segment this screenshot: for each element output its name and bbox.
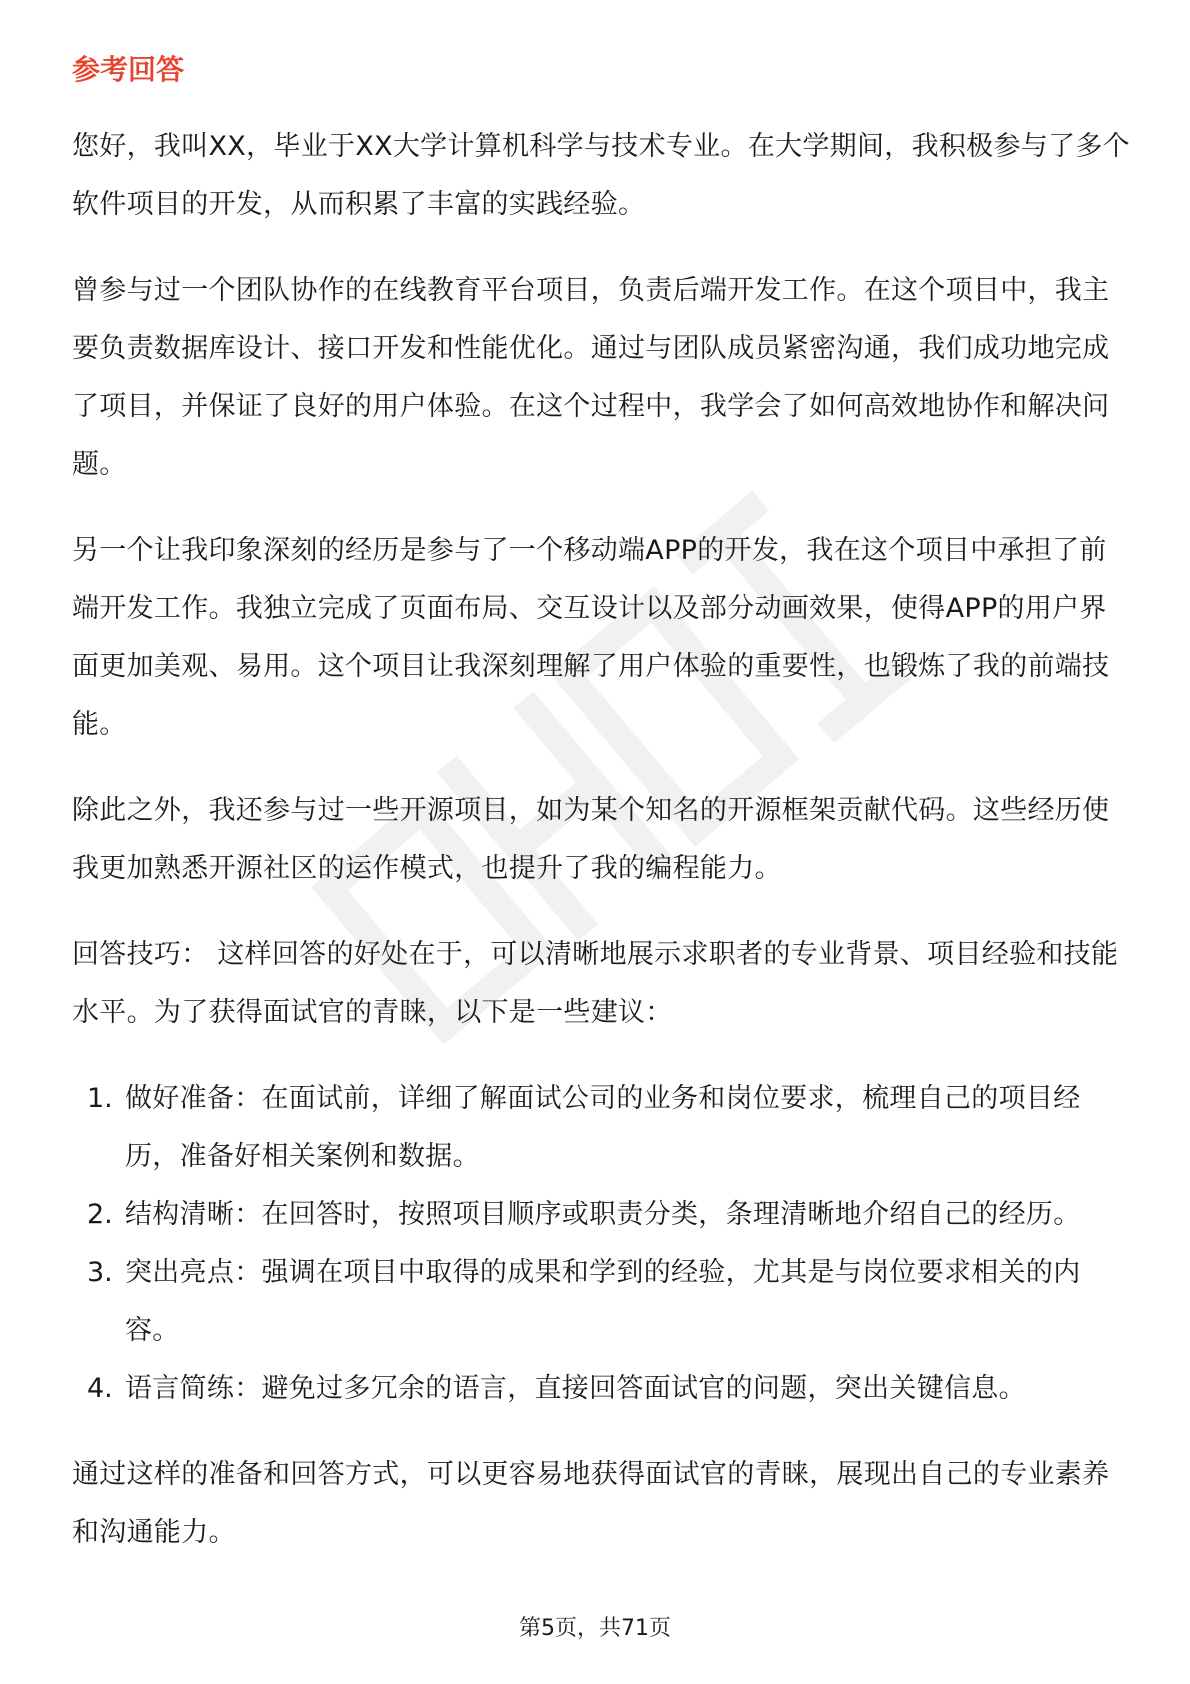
list-number: 4. <box>87 1373 113 1404</box>
list-text: 语言简练：避免过多冗余的语言，直接回答面试官的问题，突出关键信息。 <box>125 1373 1026 1404</box>
document-body <box>72 50 1132 1562</box>
list-number: 1. <box>87 1083 113 1114</box>
list-text: 结构清晰：在回答时，按照项目顺序或职责分类，条理清晰地介绍自己的经历。 <box>125 1199 1081 1230</box>
list-text: 做好准备：在面试前，详细了解面试公司的业务和岗位要求，梳理自己的项目经历，准备好相关案例和数据。 <box>125 1083 1081 1172</box>
section-title: 参考回答 <box>72 53 185 86</box>
list-item <box>72 1186 1132 1244</box>
paragraph-backend-project: 曾参与过一个团队协作的在线教育平台项目，负责后端开发工作。在这个项目中，我主要负责数据库设计、接口开发和性能优化。通过与团队成员紧密沟通，我们成功地完成了项目，并保证了良好的用户体验。在这个过程中，我学会了如何高效地协作和解决问题。 <box>72 275 1110 480</box>
tips-list <box>72 1070 1132 1418</box>
page-number-footer: 第5页，共71页 <box>519 1616 671 1641</box>
list-number: 3. <box>87 1257 113 1288</box>
paragraph-closing: 通过这样的准备和回答方式，可以更容易地获得面试官的青睐，展现出自己的专业素养和沟通能力。 <box>72 1459 1110 1548</box>
paragraph-mobile-project: 另一个让我印象深刻的经历是参与了一个移动端APP的开发，我在这个项目中承担了前端开发工作。我独立完成了页面布局、交互设计以及部分动画效果，使得APP的用户界面更加美观、易用。这个项目让我深刻理解了用户体验的重要性，也锻炼了我的前端技能。 <box>72 535 1110 740</box>
list-number: 2. <box>87 1199 113 1230</box>
list-item <box>72 1070 1132 1186</box>
list-text: 突出亮点：强调在项目中取得的成果和学到的经验，尤其是与岗位要求相关的内容。 <box>125 1257 1081 1346</box>
list-item <box>72 1244 1132 1360</box>
paragraph-intro: 您好，我叫XX，毕业于XX大学计算机科学与技术专业。在大学期间，我积极参与了多个软件项目的开发，从而积累了丰富的实践经验。 <box>72 131 1130 220</box>
paragraph-open-source: 除此之外，我还参与过一些开源项目，如为某个知名的开源框架贡献代码。这些经历使我更加熟悉开源社区的运作模式，也提升了我的编程能力。 <box>72 795 1110 884</box>
list-item <box>72 1360 1132 1418</box>
paragraph-answer-tips: 回答技巧： 这样回答的好处在于，可以清晰地展示求职者的专业背景、项目经验和技能水平。为了获得面试官的青睐，以下是一些建议： <box>72 939 1119 1028</box>
